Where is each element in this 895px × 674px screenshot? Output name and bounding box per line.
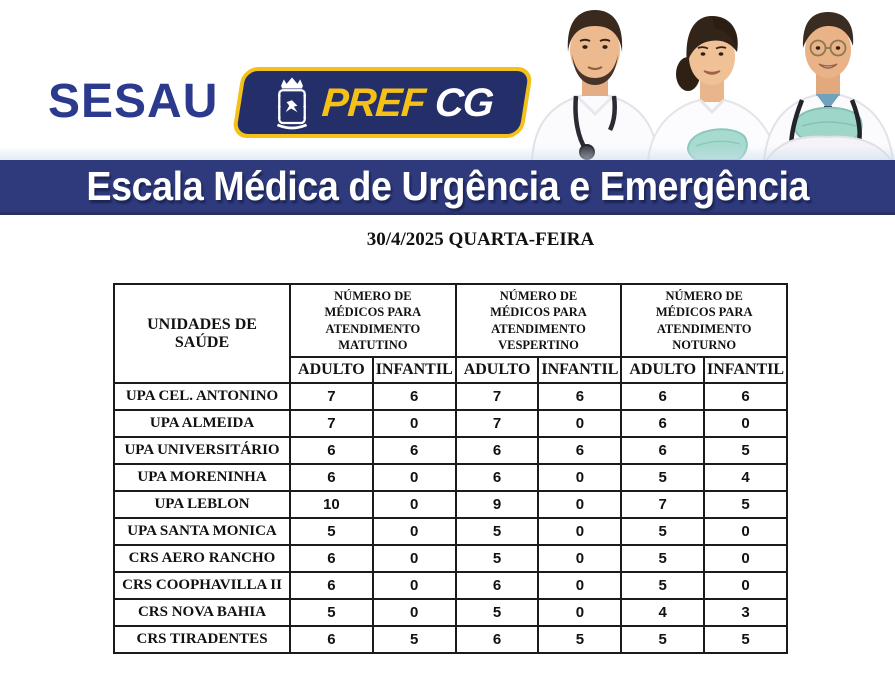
doctor-count-cell: 5 bbox=[621, 626, 704, 653]
subheader-infantil: INFANTIL bbox=[538, 357, 621, 383]
subheader-adulto: ADULTO bbox=[456, 357, 539, 383]
doctor-woman-middle bbox=[648, 16, 776, 161]
unit-name-cell: UPA UNIVERSITÁRIO bbox=[114, 437, 290, 464]
city-crest-icon bbox=[272, 75, 312, 131]
cg-logo-text: CG bbox=[433, 80, 495, 125]
doctor-count-cell: 0 bbox=[538, 545, 621, 572]
doctor-man-right bbox=[764, 12, 893, 161]
doctor-count-cell: 0 bbox=[373, 599, 456, 626]
doctor-count-cell: 5 bbox=[373, 626, 456, 653]
table-row bbox=[114, 410, 787, 437]
unit-name-cell: UPA LEBLON bbox=[114, 491, 290, 518]
unit-name-cell: UPA SANTA MONICA bbox=[114, 518, 290, 545]
period-header-vespertino: NÚMERO DE MÉDICOS PARA ATENDIMENTO VESPERTINO bbox=[456, 284, 622, 357]
subheader-adulto: ADULTO bbox=[290, 357, 373, 383]
doctor-count-cell: 5 bbox=[621, 518, 704, 545]
doctor-man-left bbox=[532, 10, 658, 161]
page-title: Escala Médica de Urgência e Emergência bbox=[86, 162, 809, 209]
doctor-count-cell: 0 bbox=[704, 545, 787, 572]
table-row bbox=[114, 545, 787, 572]
schedule-table-body bbox=[114, 383, 787, 653]
doctor-count-cell: 5 bbox=[704, 437, 787, 464]
doctor-count-cell: 0 bbox=[373, 545, 456, 572]
doctor-count-cell: 7 bbox=[621, 491, 704, 518]
doctor-count-cell: 5 bbox=[456, 599, 539, 626]
doctor-count-cell: 7 bbox=[290, 383, 373, 410]
doctor-count-cell: 6 bbox=[456, 626, 539, 653]
doctor-count-cell: 0 bbox=[538, 410, 621, 437]
doctor-count-cell: 5 bbox=[290, 599, 373, 626]
doctor-count-cell: 0 bbox=[538, 464, 621, 491]
doctor-count-cell: 6 bbox=[538, 437, 621, 464]
doctor-count-cell: 6 bbox=[456, 464, 539, 491]
group-header-row bbox=[114, 284, 787, 357]
doctor-count-cell: 0 bbox=[373, 491, 456, 518]
prefcg-badge-inner bbox=[241, 71, 524, 134]
doctor-count-cell: 6 bbox=[456, 437, 539, 464]
doctor-count-cell: 6 bbox=[290, 437, 373, 464]
doctor-count-cell: 5 bbox=[456, 545, 539, 572]
doctor-count-cell: 0 bbox=[373, 464, 456, 491]
doctor-count-cell: 0 bbox=[538, 518, 621, 545]
unit-name-cell: CRS TIRADENTES bbox=[114, 626, 290, 653]
unit-name-cell: UPA MORENINHA bbox=[114, 464, 290, 491]
background-tint bbox=[0, 146, 895, 160]
doctor-count-cell: 5 bbox=[621, 545, 704, 572]
table-row bbox=[114, 383, 787, 410]
doctor-count-cell: 6 bbox=[373, 383, 456, 410]
doctor-count-cell: 5 bbox=[290, 518, 373, 545]
unit-name-cell: UPA ALMEIDA bbox=[114, 410, 290, 437]
table-row bbox=[114, 437, 787, 464]
doctor-count-cell: 10 bbox=[290, 491, 373, 518]
doctor-count-cell: 0 bbox=[538, 572, 621, 599]
table-row bbox=[114, 518, 787, 545]
doctor-count-cell: 7 bbox=[456, 383, 539, 410]
doctor-count-cell: 0 bbox=[704, 572, 787, 599]
doctor-count-cell: 5 bbox=[704, 626, 787, 653]
doctor-count-cell: 3 bbox=[704, 599, 787, 626]
doctor-count-cell: 0 bbox=[373, 410, 456, 437]
doctor-count-cell: 0 bbox=[704, 410, 787, 437]
table-row bbox=[114, 491, 787, 518]
date-heading: 30/4/2025 QUARTA-FEIRA bbox=[366, 229, 595, 250]
title-banner bbox=[0, 160, 895, 215]
period-header-noturno: NÚMERO DE MÉDICOS PARA ATENDIMENTO NOTURNO bbox=[621, 284, 787, 357]
prefcg-badge bbox=[231, 67, 533, 138]
doctor-count-cell: 7 bbox=[456, 410, 539, 437]
table-row bbox=[114, 626, 787, 653]
doctor-count-cell: 6 bbox=[290, 626, 373, 653]
unit-name-cell: CRS NOVA BAHIA bbox=[114, 599, 290, 626]
subheader-infantil: INFANTIL bbox=[704, 357, 787, 383]
doctor-count-cell: 6 bbox=[621, 410, 704, 437]
unit-column-header: UNIDADES DE SAÚDE bbox=[114, 284, 290, 383]
doctor-count-cell: 6 bbox=[290, 572, 373, 599]
sesau-logo: SESAU bbox=[48, 75, 219, 128]
doctor-count-cell: 6 bbox=[538, 383, 621, 410]
pref-logo-text: PREF bbox=[320, 80, 427, 125]
doctor-count-cell: 6 bbox=[621, 383, 704, 410]
doctor-count-cell: 5 bbox=[621, 572, 704, 599]
doctor-count-cell: 6 bbox=[456, 572, 539, 599]
doctor-count-cell: 6 bbox=[621, 437, 704, 464]
doctor-count-cell: 6 bbox=[704, 383, 787, 410]
three-doctors-photo bbox=[530, 0, 895, 161]
doctor-count-cell: 4 bbox=[621, 599, 704, 626]
doctor-count-cell: 0 bbox=[538, 491, 621, 518]
table-row bbox=[114, 599, 787, 626]
doctor-count-cell: 0 bbox=[704, 518, 787, 545]
subheader-adulto: ADULTO bbox=[621, 357, 704, 383]
period-header-matutino: NÚMERO DE MÉDICOS PARA ATENDIMENTO MATUTINO bbox=[290, 284, 456, 357]
doctor-count-cell: 6 bbox=[290, 545, 373, 572]
doctor-count-cell: 6 bbox=[290, 464, 373, 491]
doctor-count-cell: 6 bbox=[373, 437, 456, 464]
subheader-infantil: INFANTIL bbox=[373, 357, 456, 383]
schedule-table bbox=[113, 283, 788, 654]
table-row bbox=[114, 464, 787, 491]
unit-name-cell: CRS AERO RANCHO bbox=[114, 545, 290, 572]
doctor-count-cell: 0 bbox=[538, 599, 621, 626]
doctor-count-cell: 4 bbox=[704, 464, 787, 491]
doctor-count-cell: 0 bbox=[373, 518, 456, 545]
doctor-count-cell: 5 bbox=[621, 464, 704, 491]
doctor-count-cell: 5 bbox=[704, 491, 787, 518]
doctor-count-cell: 7 bbox=[290, 410, 373, 437]
unit-name-cell: UPA CEL. ANTONINO bbox=[114, 383, 290, 410]
doctor-count-cell: 5 bbox=[538, 626, 621, 653]
table-row bbox=[114, 572, 787, 599]
schedule-table-head bbox=[114, 284, 787, 383]
doctor-count-cell: 9 bbox=[456, 491, 539, 518]
doctor-count-cell: 0 bbox=[373, 572, 456, 599]
unit-name-cell: CRS COOPHAVILLA II bbox=[114, 572, 290, 599]
doctor-count-cell: 5 bbox=[456, 518, 539, 545]
header-area bbox=[0, 0, 895, 160]
